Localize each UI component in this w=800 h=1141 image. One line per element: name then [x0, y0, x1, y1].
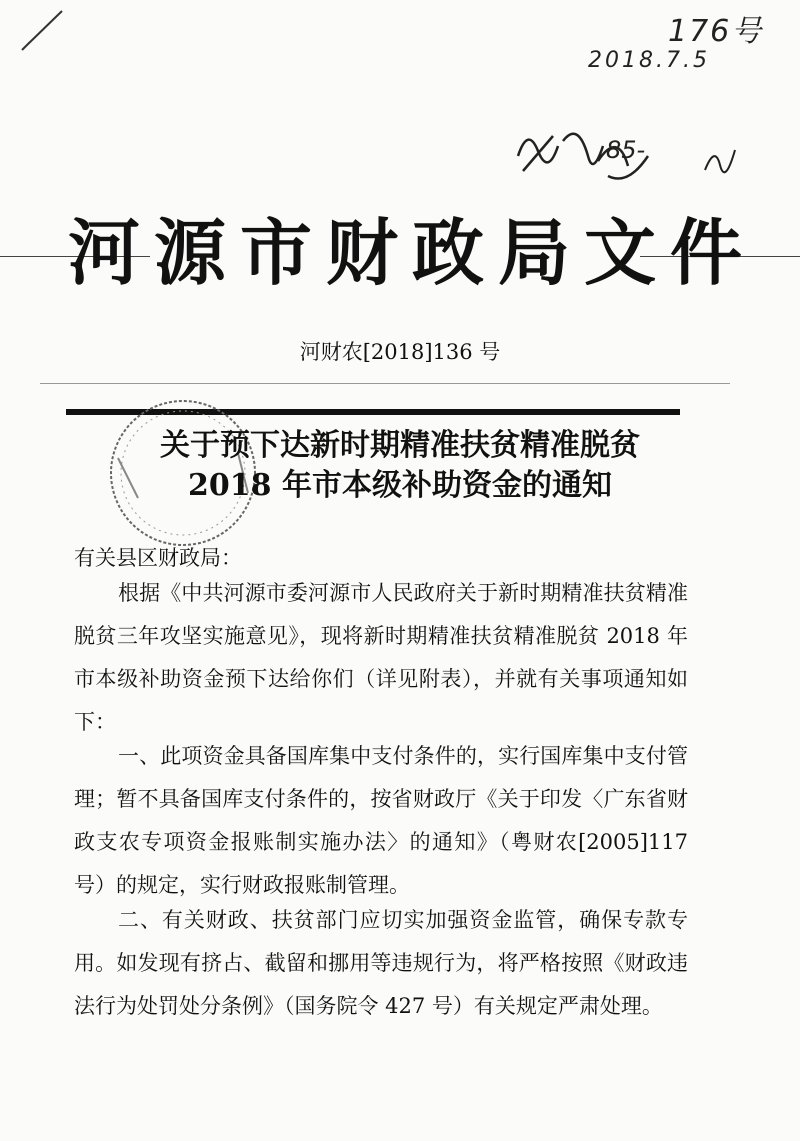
handwritten-note: 85- — [606, 136, 646, 164]
handwritten-signature-icon — [508, 116, 658, 196]
document-heading: 河源市财政局文件 — [68, 210, 757, 295]
paragraph-item-1: 一、此项资金具备国库集中支付条件的，实行国库集中支付管理；暂不具备国库支付条件的，按省财政厅《关于印发〈广东省财政支农专项资金报账制实施办法〉的通知》（粤财农[2005]117 号）的规定，实行财政报账制管理。 — [74, 744, 688, 897]
salutation: 有关县区财政局： — [74, 546, 242, 570]
handwritten-number: 176号 — [668, 14, 764, 49]
paragraph-item-2: 二、有关财政、扶贫部门应切实加强资金监管，确保专款专用。如发现有挤占、截留和挪用等违规行为，将严格按照《财政违法行为处罚处分条例》（国务院令 427 号）有关规定严肃处理。 — [74, 908, 688, 1018]
scribble-icon — [700, 140, 740, 180]
notice-title-line-1: 关于预下达新时期精准扶贫精准脱贫 — [160, 428, 640, 463]
pen-mark-icon — [12, 6, 72, 56]
notice-title-line-2: 2018 年市本级补助资金的通知 — [188, 468, 612, 503]
document-number: 河财农[2018]136 号 — [299, 340, 501, 364]
scan-line — [40, 383, 730, 384]
handwritten-date: 2018.7.5 — [588, 48, 710, 73]
paragraph-intro: 根据《中共河源市委河源市人民政府关于新时期精准扶贫精准脱贫三年攻坚实施意见》，现将新时期精准扶贫精准脱贫 2018 年市本级补助资金预下达给你们（详见附表），并就有关事项通知如下： — [74, 581, 688, 734]
